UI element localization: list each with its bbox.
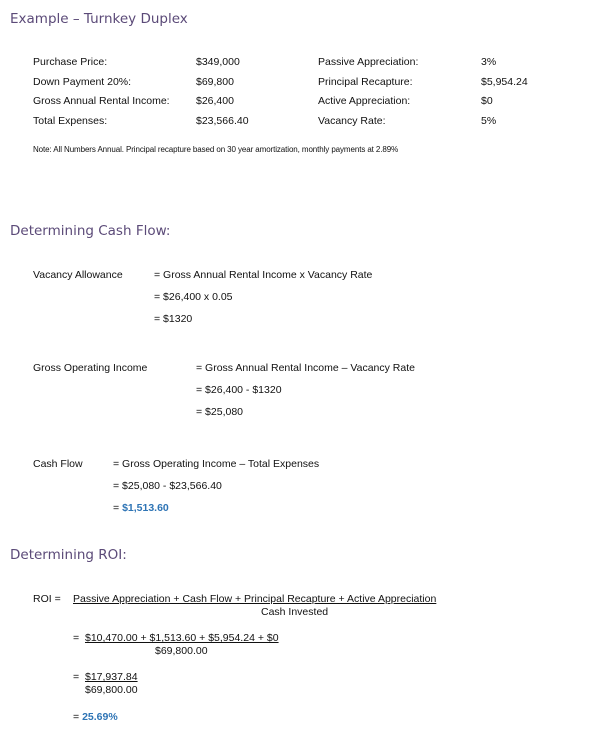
cash-flow-formula: = Gross Operating Income – Total Expenses xyxy=(113,458,320,470)
active-appreciation-value: $0 xyxy=(481,95,493,107)
gross-income-value: $26,400 xyxy=(196,95,234,107)
purchase-price-label: Purchase Price: xyxy=(33,56,108,68)
purchase-price-value: $349,000 xyxy=(196,56,240,68)
roi-label: ROI = xyxy=(33,593,61,605)
roi-step2-numerator: $17,937.84 xyxy=(85,671,138,683)
goi-result: = $25,080 xyxy=(196,406,244,418)
passive-appreciation-label: Passive Appreciation: xyxy=(318,56,419,68)
roi-result xyxy=(73,711,118,724)
roi-step1-numerator: $10,470.00 + $1,513.60 + $5,954.24 + $0 xyxy=(85,632,279,644)
down-payment-value: $69,800 xyxy=(196,76,234,88)
goi-label: Gross Operating Income xyxy=(33,362,148,374)
total-expenses-value: $23,566.40 xyxy=(196,115,249,127)
vacancy-rate-label: Vacancy Rate: xyxy=(318,115,386,127)
vacancy-allowance-label: Vacancy Allowance xyxy=(33,269,123,281)
roi-formula-numerator: Passive Appreciation + Cash Flow + Principal Recapture + Active Appreciation xyxy=(73,593,437,605)
cash-flow-result-value: $1,513.60 xyxy=(122,502,169,514)
goi-step: = $26,400 - $1320 xyxy=(196,384,282,396)
total-expenses-label: Total Expenses: xyxy=(33,115,108,127)
example-title: Example – Turnkey Duplex xyxy=(10,11,188,27)
cash-flow-heading: Determining Cash Flow: xyxy=(10,223,171,239)
vacancy-result: = $1320 xyxy=(154,313,193,325)
principal-recapture-label: Principal Recapture: xyxy=(318,76,413,88)
roi-result-prefix: = xyxy=(73,711,80,723)
goi-formula: = Gross Annual Rental Income – Vacancy Rate xyxy=(196,362,415,374)
cash-flow-result xyxy=(113,502,169,515)
vacancy-formula: = Gross Annual Rental Income x Vacancy Rate xyxy=(154,269,373,281)
roi-result-value: 25.69% xyxy=(82,711,118,723)
cash-flow-label: Cash Flow xyxy=(33,458,83,470)
cash-flow-step: = $25,080 - $23,566.40 xyxy=(113,480,222,492)
vacancy-rate-value: 5% xyxy=(481,115,497,127)
example-note: Note: All Numbers Annual. Principal recapture based on 30 year amortization, monthly payments at 2.89% xyxy=(33,145,399,154)
roi-step1-prefix: = xyxy=(73,632,80,644)
cash-flow-result-prefix: = xyxy=(113,502,123,514)
principal-recapture-value: $5,954.24 xyxy=(481,76,528,88)
roi-heading: Determining ROI: xyxy=(10,547,127,563)
active-appreciation-label: Active Appreciation: xyxy=(318,95,411,107)
roi-formula-denominator: Cash Invested xyxy=(261,606,329,618)
vacancy-step: = $26,400 x 0.05 xyxy=(154,291,233,303)
gross-income-label: Gross Annual Rental Income: xyxy=(33,95,170,107)
roi-step2-denominator: $69,800.00 xyxy=(85,684,138,696)
roi-step1-denominator: $69,800.00 xyxy=(155,645,208,657)
passive-appreciation-value: 3% xyxy=(481,56,497,68)
down-payment-label: Down Payment 20%: xyxy=(33,76,132,88)
roi-step2-prefix: = xyxy=(73,671,80,683)
